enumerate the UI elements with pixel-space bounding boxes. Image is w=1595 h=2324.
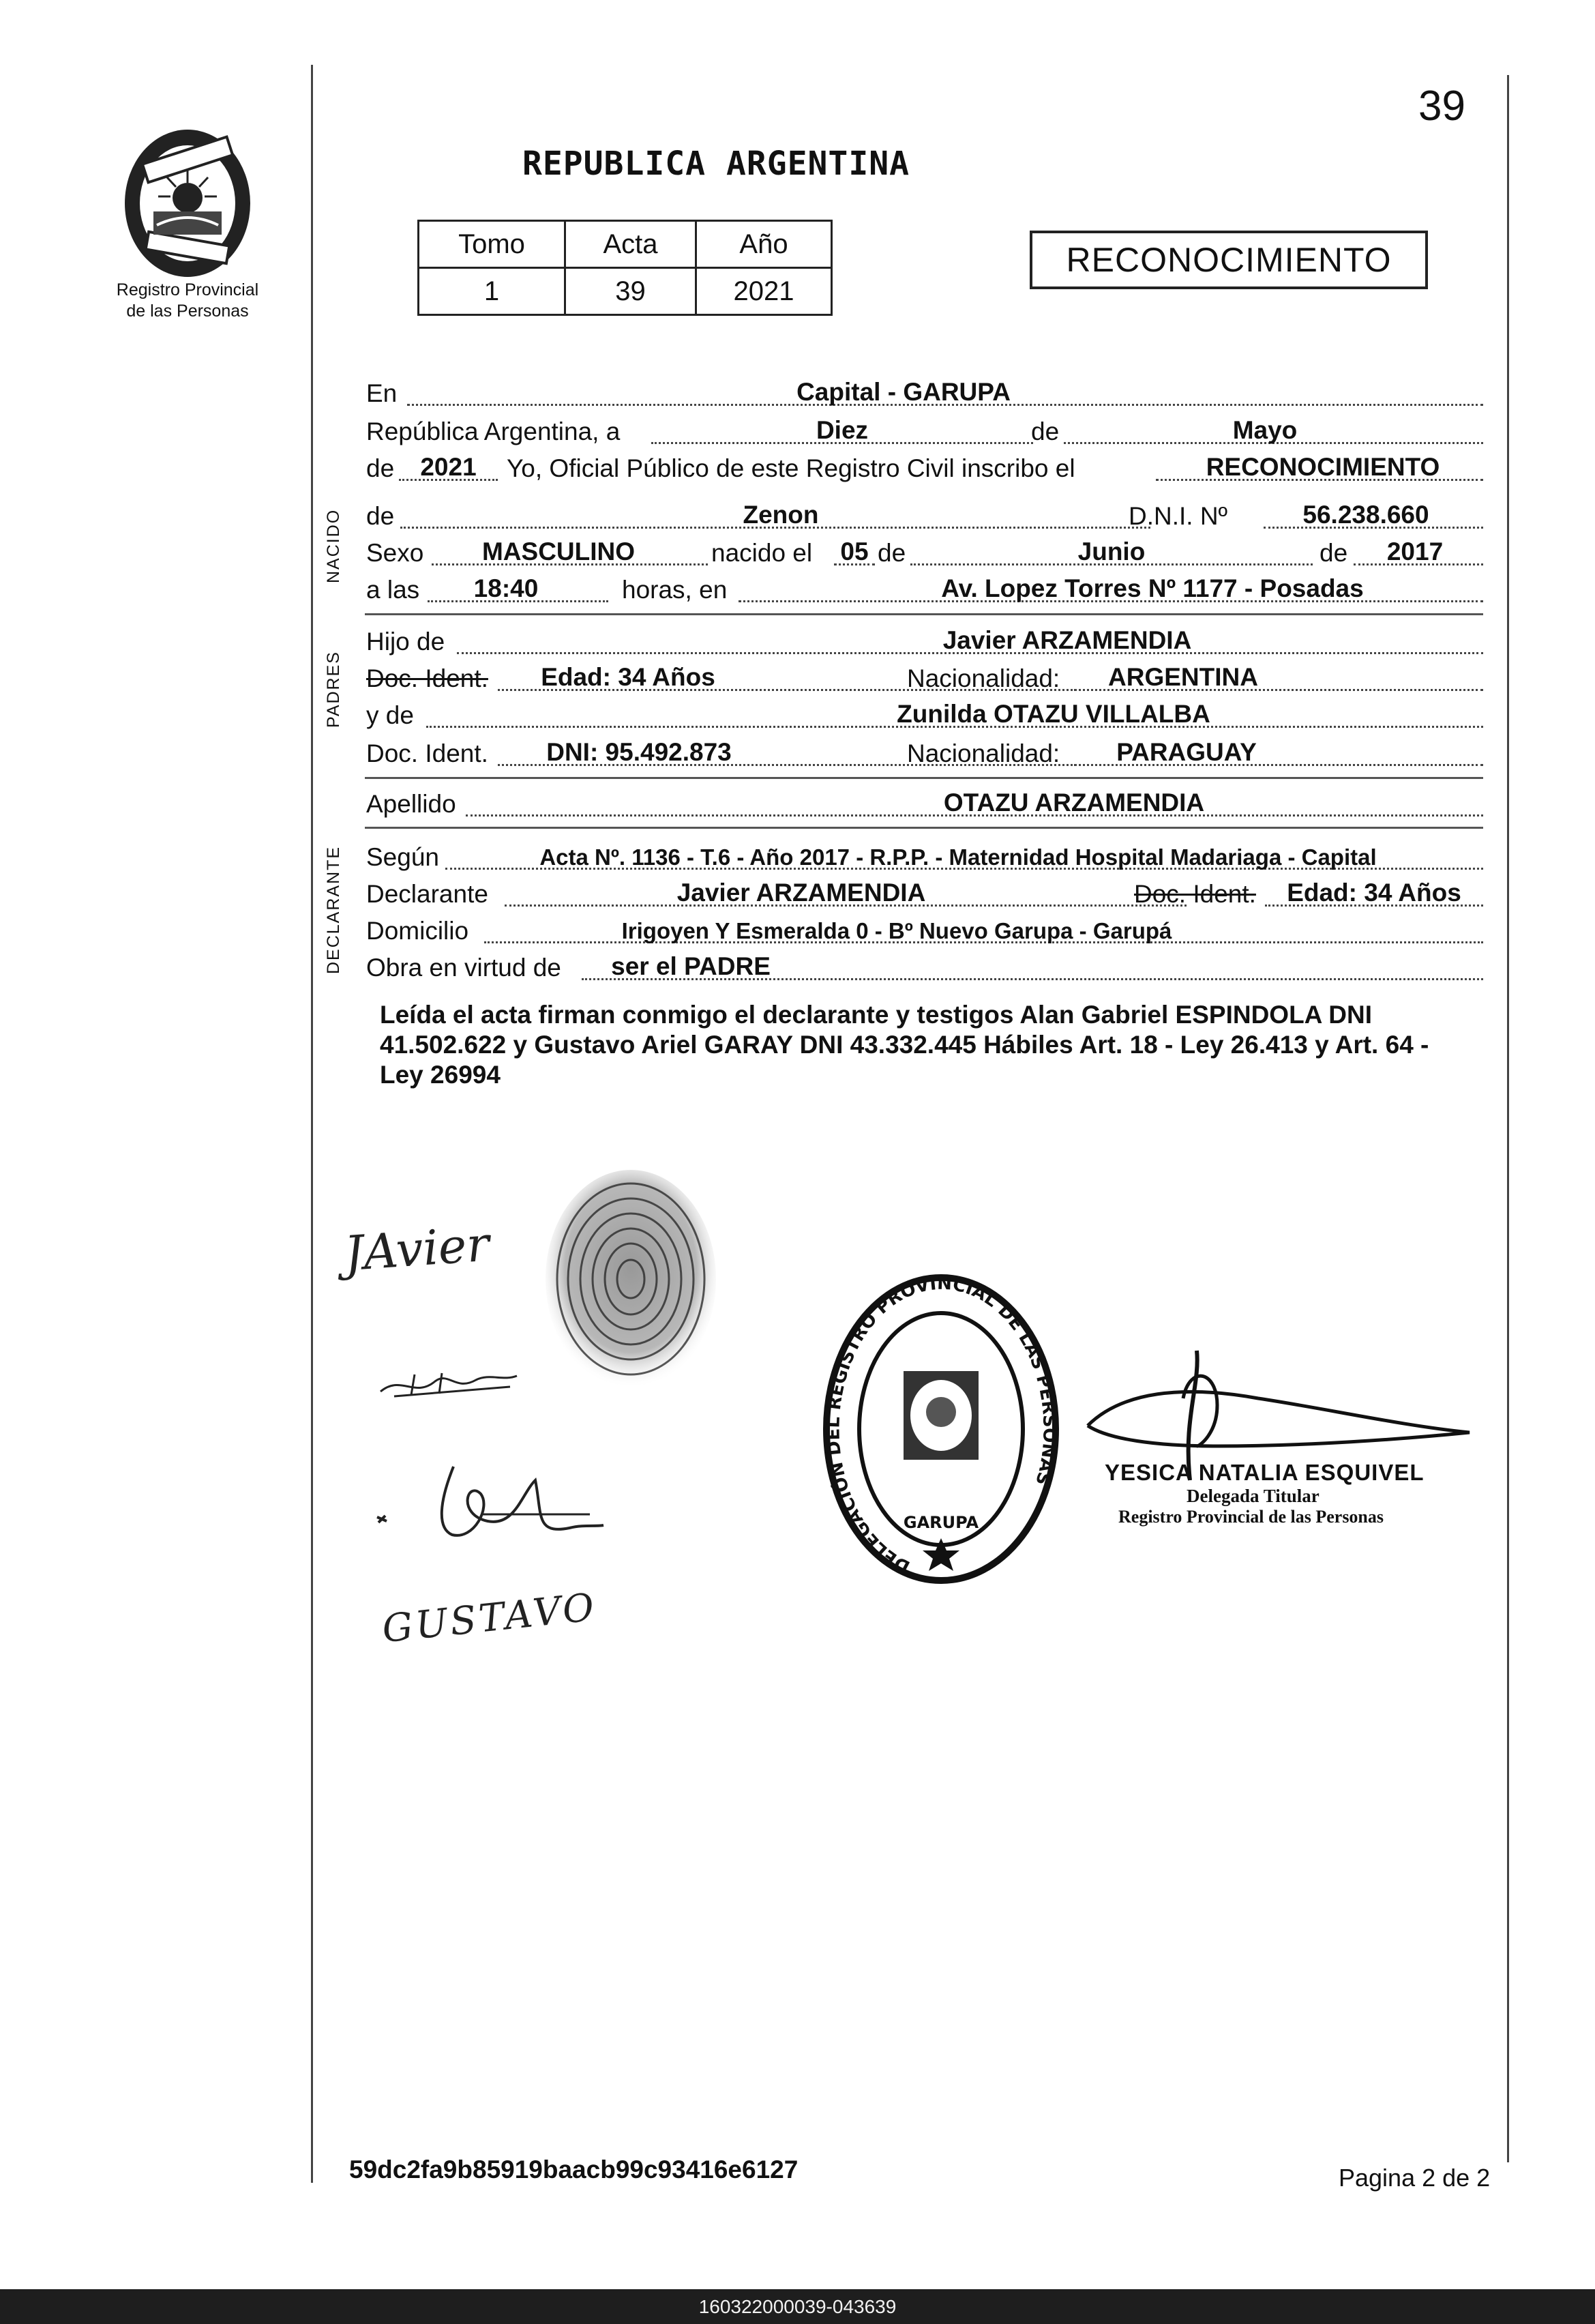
madre-value: Zunilda OTAZU VILLALBA <box>897 700 1210 728</box>
madre-doc-value: DNI: 95.492.873 <box>546 738 732 766</box>
padre-doc-value: Edad: 34 Años <box>541 663 715 691</box>
row-hijo-de <box>365 622 1483 659</box>
hijo-de-label: Hijo de <box>366 628 445 656</box>
country-title: REPUBLICA ARGENTINA <box>522 145 910 183</box>
official-stamp <box>818 1265 1064 1593</box>
anio-inscripcion-value: 2021 <box>420 453 477 481</box>
anio-value: 2021 <box>696 268 832 315</box>
tomo-header: Tomo <box>419 221 565 268</box>
declarante-signature: JAvier <box>342 1216 492 1282</box>
page-number: 39 <box>1418 83 1465 130</box>
divider-apellido <box>365 827 1483 829</box>
witness-signature-2 <box>372 1453 610 1562</box>
madre-nac-label: Nacionalidad: <box>907 739 1060 767</box>
row-hora <box>365 570 1483 607</box>
dia-value: Diez <box>816 416 869 444</box>
row-apellido <box>365 784 1483 821</box>
de-label-1: de <box>1031 417 1060 445</box>
reference-header-row <box>419 221 832 268</box>
row-sexo <box>365 533 1483 570</box>
nombre-value: Zenon <box>743 501 819 529</box>
domicilio-label: Domicilio <box>366 917 469 945</box>
mes-value: Mayo <box>1232 416 1298 444</box>
witness-handwritten-name: GUSTAVO <box>380 1585 599 1652</box>
apellido-value: OTAZU ARZAMENDIA <box>943 789 1205 817</box>
y-de-label: y de <box>366 701 414 729</box>
obra-value: ser el PADRE <box>611 952 771 980</box>
sexo-label: Sexo <box>366 539 424 567</box>
declarante-doc-value: Edad: 34 Años <box>1287 879 1461 907</box>
a-las-label: a las <box>366 576 420 604</box>
domicilio-value: Irigoyen Y Esmeralda 0 - Bº Nuevo Garupa - Garupá <box>621 918 1172 943</box>
official-block <box>1105 1460 1487 1527</box>
row-domicilio <box>365 911 1483 948</box>
declarante-value: Javier ARZAMENDIA <box>676 879 926 907</box>
acta-header: Acta <box>565 221 696 268</box>
row-y-de <box>365 696 1483 733</box>
row-padre-doc <box>365 659 1483 696</box>
fingerprint-image <box>539 1166 723 1398</box>
stamp-ring-text: DELEGACIÓN DEL REGISTRO PROVINCIAL DE LAS PERSONAS <box>823 1273 1060 1577</box>
row-acto <box>365 449 1483 486</box>
official-title: Delegada Titular <box>1187 1486 1320 1506</box>
anio-header: Año <box>696 221 832 268</box>
madre-doc-label: Doc. Ident. <box>366 739 488 767</box>
nac-mes-value: Junio <box>1077 538 1146 565</box>
padre-value: Javier ARZAMENDIA <box>942 626 1192 654</box>
acta-value: 39 <box>565 268 696 315</box>
lugar-value: Av. Lopez Torres Nº 1177 - Posadas <box>941 574 1364 602</box>
stamp-bottom-text: GARUPA <box>903 1513 979 1532</box>
de-label-4: de <box>878 539 906 567</box>
footer-code-bar <box>0 2289 1595 2324</box>
row-fecha <box>365 412 1483 449</box>
obra-label: Obra en virtud de <box>366 954 561 982</box>
de-label-5: de <box>1320 539 1348 567</box>
footer-code: 160322000039-043639 <box>698 2296 897 2317</box>
nacido-label: nacido el <box>711 539 813 567</box>
nac-anio-value: 2017 <box>1386 538 1444 565</box>
hora-value: 18:40 <box>473 574 539 602</box>
row-madre-doc <box>365 734 1483 771</box>
issuer-caption <box>75 280 300 322</box>
right-margin-line <box>1507 75 1509 2162</box>
closing-text: Leída el acta firman conmigo el declarante y testigos Alan Gabriel ESPINDOLA DNI 41.502.622 y Gustavo Ariel GARAY DNI 43.332.445 Hábiles Art. 18 - Ley 26.413 y Art. 64 - Ley 26994 <box>380 1001 1429 1089</box>
reference-value-row <box>419 268 832 315</box>
tomo-value: 1 <box>419 268 565 315</box>
madre-nac-value: PARAGUAY <box>1116 738 1257 766</box>
dni-label: D.N.I. Nº <box>1129 502 1228 530</box>
section-label-nacido: NACIDO <box>324 508 343 583</box>
divider-padres <box>365 777 1483 779</box>
nac-dia-value: 05 <box>840 538 869 565</box>
issuer-line-1: Registro Provincial <box>116 280 259 299</box>
row-declarante <box>365 874 1483 911</box>
left-margin-line <box>311 65 313 2183</box>
republica-label: República Argentina, a <box>366 417 621 445</box>
row-segun <box>365 838 1483 874</box>
page-info: Pagina 2 de 2 <box>1339 2164 1491 2192</box>
official-office: Registro Provincial de las Personas <box>1118 1507 1384 1527</box>
issuer-line-2: de las Personas <box>126 301 249 321</box>
declarante-doc-label-struck: Doc. Ident. <box>1134 880 1256 908</box>
en-label: En <box>366 379 398 407</box>
padre-nac-label: Nacionalidad: <box>907 664 1060 692</box>
official-name: YESICA NATALIA ESQUIVEL <box>1105 1460 1425 1485</box>
witness-signature-1 <box>374 1361 524 1409</box>
divider-nacido <box>365 613 1483 615</box>
row-nombre <box>365 497 1483 533</box>
section-label-padres: PADRES <box>324 651 343 728</box>
padre-doc-label-struck: Doc. Ident. <box>366 664 488 692</box>
de-label-2: de <box>366 454 395 482</box>
acto-value: RECONOCIMIENTO <box>1206 453 1440 481</box>
segun-value: Acta Nº. 1136 - T.6 - Año 2017 - R.P.P. - Maternidad Hospital Madariaga - Capital <box>539 844 1377 870</box>
segun-label: Según <box>366 843 439 871</box>
section-label-declarante: DECLARANTE <box>324 845 343 974</box>
row-en <box>365 374 1483 411</box>
apellido-label: Apellido <box>366 790 456 818</box>
en-value: Capital - GARUPA <box>796 378 1011 406</box>
de-label-3: de <box>366 502 395 530</box>
row-obra <box>365 948 1483 985</box>
reference-table <box>417 220 833 316</box>
padre-nac-value: ARGENTINA <box>1108 663 1258 691</box>
dni-value: 56.238.660 <box>1302 501 1429 529</box>
document-hash: 59dc2fa9b85919baacb99c93416e6127 <box>349 2156 799 2183</box>
oficial-text: Yo, Oficial Público de este Registro Civil inscribo el <box>507 454 1075 482</box>
doc-type-box: RECONOCIMIENTO <box>1030 231 1428 289</box>
declarante-label: Declarante <box>366 880 488 908</box>
sexo-value: MASCULINO <box>481 538 636 565</box>
horas-en-label: horas, en <box>622 576 728 604</box>
